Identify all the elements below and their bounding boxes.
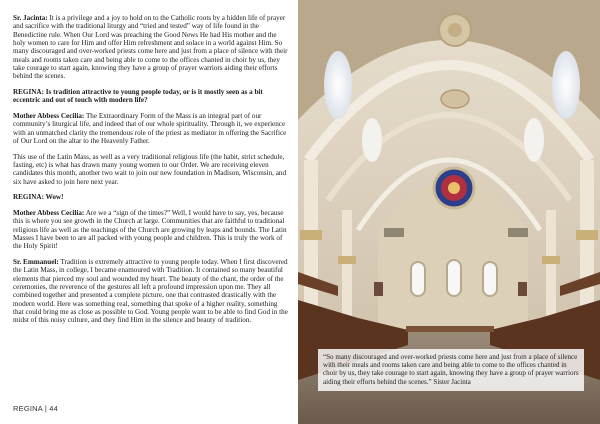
paragraph-text: Are we a “sign of the times?” Well, I would have to say, yes, because this is where you see growth in the Church at large. Communities that are faithful to traditional religious life as well as the teachings of the Church are growing by leaps and bounds. The Latin Masses I have been to are all packed with young people and children. This is truly the work of the Holy Spirit! <box>13 209 287 251</box>
speaker-label: Mother Abbess Cecilia: <box>13 112 85 121</box>
paragraph-7 <box>13 258 288 325</box>
wall-vent <box>508 228 528 237</box>
page-footer <box>13 404 58 413</box>
side-window <box>524 118 544 162</box>
speaker-label: Sr. Emmanuel: <box>13 258 59 267</box>
column-capital <box>338 256 356 264</box>
wall-painting <box>518 282 527 296</box>
column-capital <box>300 230 322 240</box>
altar-rail <box>406 326 494 332</box>
speaker-label: Mother Abbess Cecilia: <box>13 209 85 218</box>
left-page <box>0 0 298 424</box>
magazine-name: REGINA <box>13 404 43 413</box>
question-label: REGINA: Wow! <box>13 193 64 202</box>
page-number: 44 <box>49 404 59 413</box>
altar-window <box>447 260 461 296</box>
chapel-photo <box>298 0 600 424</box>
paragraph-2 <box>13 88 288 105</box>
paragraph-3 <box>13 112 288 145</box>
side-window <box>324 51 352 119</box>
altar-window <box>483 262 497 296</box>
altar-window <box>411 262 425 296</box>
side-window <box>362 118 382 162</box>
paragraph-text: It is a privilege and a joy to hold on to the Catholic roots by a hidden life of prayer and sacrifice with the traditional liturgy and “tried and tested” way of life found in the Benedictine rule. When Our Lord was preaching the Good News He had His mother and the holy women to care for Him and offer Him refreshment and solace in a world against Him. So many discouraged and over-worked priests come here and just from a place of silence with their meals and rooms taken care and being able to come to the offices chanted in choir by us, they take courage to start again, knowing they have a group of prayer warriors aiding their efforts behind the scenes. <box>13 14 288 81</box>
paragraph-4 <box>13 153 288 186</box>
photo-caption: “So many discouraged and over-worked priests come here and just from a place of silence with their meals and rooms taken care and being able to come to the offices chanted in choir by us, they take courage to start again, knowing they have a group of prayer warriors aiding their efforts behind the scenes.” Sister Jacinta <box>318 349 584 391</box>
paragraph-1 <box>13 14 288 81</box>
question-label: REGINA: Is tradition attractive to young people today, or is it mostly seen as a bit eccentric and out of touch with modern life? <box>13 88 263 105</box>
wall-vent <box>384 228 404 237</box>
column-capital <box>576 230 598 240</box>
wall-painting <box>374 282 383 296</box>
paragraph-6 <box>13 209 288 251</box>
paragraph-text: Tradition is extremely attractive to young people today. When I first discovered the Latin Mass, in college, I became enamoured with Tradition. It contained so many beautiful elements that pierced my soul and wounded my heart. The beauty of the chant, the order of the ceremonies, the reverence of the gestures all left a profound impression upon me. They all combined together and presented a complete picture, one that contrasted drastically with the modern world. Here was something real, something that spoke of a higher reality, something that could bring me as close as possible to God. Young people want to be able to find God in the midst of this noisy culture, and they find Him in the silence and beauty of tradition. <box>13 258 288 325</box>
column-capital <box>542 256 560 264</box>
side-window <box>552 51 580 119</box>
speaker-label: Sr. Jacinta: <box>13 14 48 22</box>
paragraph-text: The Extraordinary Form of the Mass is an integral part of our community’s liturgical life, and indeed that of our whole spirituality. Through it, we experience with an unmatched clarity the tremendous role of the priest as mediator in offering the Sacrifice of Our Lord on the altar to the Heavenly Father. <box>13 112 287 146</box>
paragraph-text: This use of the Latin Mass, as well as a very traditional religious life (the habit, strict schedule, fasting, etc) is what has drawn many young women to our Order. We are receiving eleven candidates this month, another two wait to join our new foundation in Madison, Wisconsin, and six have asked to join here next year. <box>13 152 287 186</box>
footer-separator: | <box>44 404 47 413</box>
paragraph-5 <box>13 193 288 201</box>
ceiling-medallion <box>441 90 469 108</box>
